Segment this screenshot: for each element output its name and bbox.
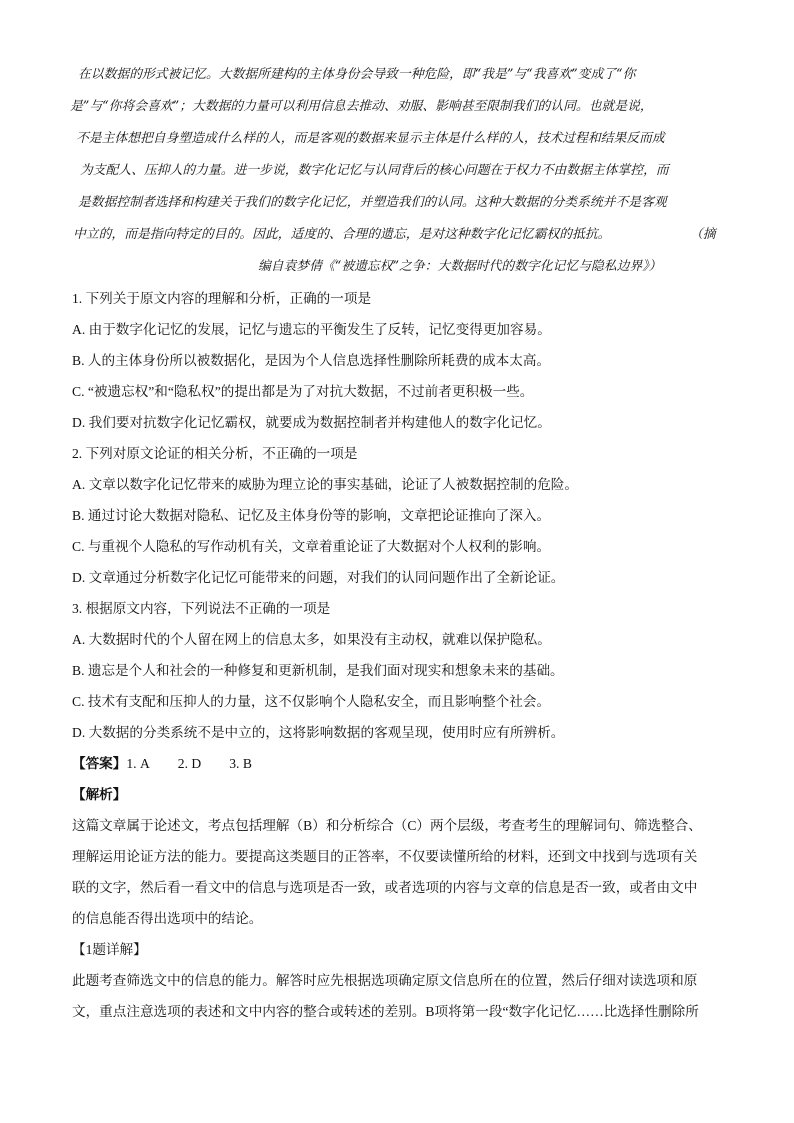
detail-1-line-2: 文，重点注意选项的表述和文中内容的整合或转述的差别。B项将第一段“数字化记忆……比选择性删除所 xyxy=(72,1004,699,1019)
question-2-option-a: A. 文章以数字化记忆带来的威胁为理立论的事实基础，论证了人被数据控制的危险。 xyxy=(72,477,578,492)
answer-item-3: 3. B xyxy=(229,756,252,771)
question-2-option-d: D. 文章通过分析数字化记忆可能带来的问题，对我们的认同问题作出了全新论证。 xyxy=(72,570,565,585)
analysis-line-4: 的信息能否得出选项中的结论。 xyxy=(72,911,263,926)
answer-label: 【答案】 xyxy=(72,756,127,771)
analysis-line-2: 理解运用论证方法的能力。要提高这类题目的正答率，不仅要读懂所给的材料，还到文中找到与选项有关 xyxy=(72,849,698,864)
question-2-stem: 2. 下列对原文论证的相关分析，不正确的一项是 xyxy=(72,446,358,461)
question-1-option-d: D. 我们要对抗数字化记忆霸权，就要成为数据控制者并构建他人的数字化记忆。 xyxy=(72,415,551,430)
question-1-option-a: A. 由于数字化记忆的发展，记忆与遗忘的平衡发生了反转，记忆变得更加容易。 xyxy=(72,322,551,337)
answer-line xyxy=(72,754,252,774)
answer-item-1: 1. A xyxy=(126,756,150,771)
passage-line-3: 不是主体想把自身塑造成什么样的人，而是客观的数据来显示主体是什么样的人，技术过程和结果反而成 xyxy=(76,131,665,146)
passage-line-5: 是数据控制者选择和构建关于我们的数字化记忆，并塑造我们的认同。这种大数据的分类系统并不是客观 xyxy=(78,195,667,210)
question-1-option-b: B. 人的主体身份所以被数据化，是因为个人信息选择性删除所耗费的成本太高。 xyxy=(72,353,551,368)
passage-line-1: 在以数据的形式被记忆。大数据所建构的主体身份会导致一种危险，即“我是”与“我喜欢”变成了“你 xyxy=(78,67,636,82)
passage-source-open: （摘 xyxy=(690,227,716,242)
question-1-stem: 1. 下列关于原文内容的理解和分析，正确的一项是 xyxy=(72,291,372,306)
question-3-option-d: D. 大数据的分类系统不是中立的，这将影响数据的客观呈现，使用时应有所辨析。 xyxy=(72,725,565,740)
question-3-option-b: B. 遗忘是个人和社会的一种修复和更新机制，是我们面对现实和想象未来的基础。 xyxy=(72,663,564,678)
question-2-option-c: C. 与重视个人隐私的写作动机有关，文章着重论证了大数据对个人权利的影响。 xyxy=(72,539,551,554)
question-3-stem: 3. 根据原文内容，下列说法不正确的一项是 xyxy=(72,601,331,616)
analysis-line-1: 这篇文章属于论述文，考点包括理解（B）和分析综合（C）两个层级，考查考生的理解词句、筛选整合、 xyxy=(72,818,702,833)
passage-line-2: 是”与“你将会喜欢”；大数据的力量可以利用信息去推动、劝服、影响甚至限制我们的认同。也就是说， xyxy=(70,99,653,114)
passage-line-4: 为支配人、压抑人的力量。进一步说，数字化记忆与认同背后的核心问题在于权力不由数据主体掌控，而 xyxy=(80,163,669,178)
question-1-option-c: C. “被遗忘权”和“隐私权”的提出都是为了对抗大数据，不过前者更积极一些。 xyxy=(72,384,534,399)
passage-line-6: 中立的，而是指向特定的目的。因此，适度的、合理的遗忘，是对这种数字化记忆霸权的抵抗。 xyxy=(73,227,611,242)
question-3-option-a: A. 大数据时代的个人留在网上的信息太多，如果没有主动权，就难以保护隐私。 xyxy=(72,632,551,647)
analysis-label: 【解析】 xyxy=(72,787,127,802)
analysis-line-3: 联的文字，然后看一看文中的信息与选项是否一致，或者选项的内容与文章的信息是否一致，或者由文中 xyxy=(72,880,698,895)
passage-source: 编自袁梦倩《“被遗忘权”之争：大数据时代的数字化记忆与隐私边界》） xyxy=(258,259,662,274)
answer-item-2: 2. D xyxy=(177,756,202,771)
question-2-option-b: B. 通过讨论大数据对隐私、记忆及主体身份等的影响，文章把论证推向了深入。 xyxy=(72,508,551,523)
detail-1-line-1: 此题考查筛选文中的信息的能力。解答时应先根据选项确定原文信息所在的位置，然后仔细对读选项和原 xyxy=(72,973,698,988)
question-3-option-c: C. 技术有支配和压抑人的力量，这不仅影响个人隐私安全，而且影响整个社会。 xyxy=(72,694,551,709)
detail-1-label: 【1题详解】 xyxy=(72,942,147,957)
